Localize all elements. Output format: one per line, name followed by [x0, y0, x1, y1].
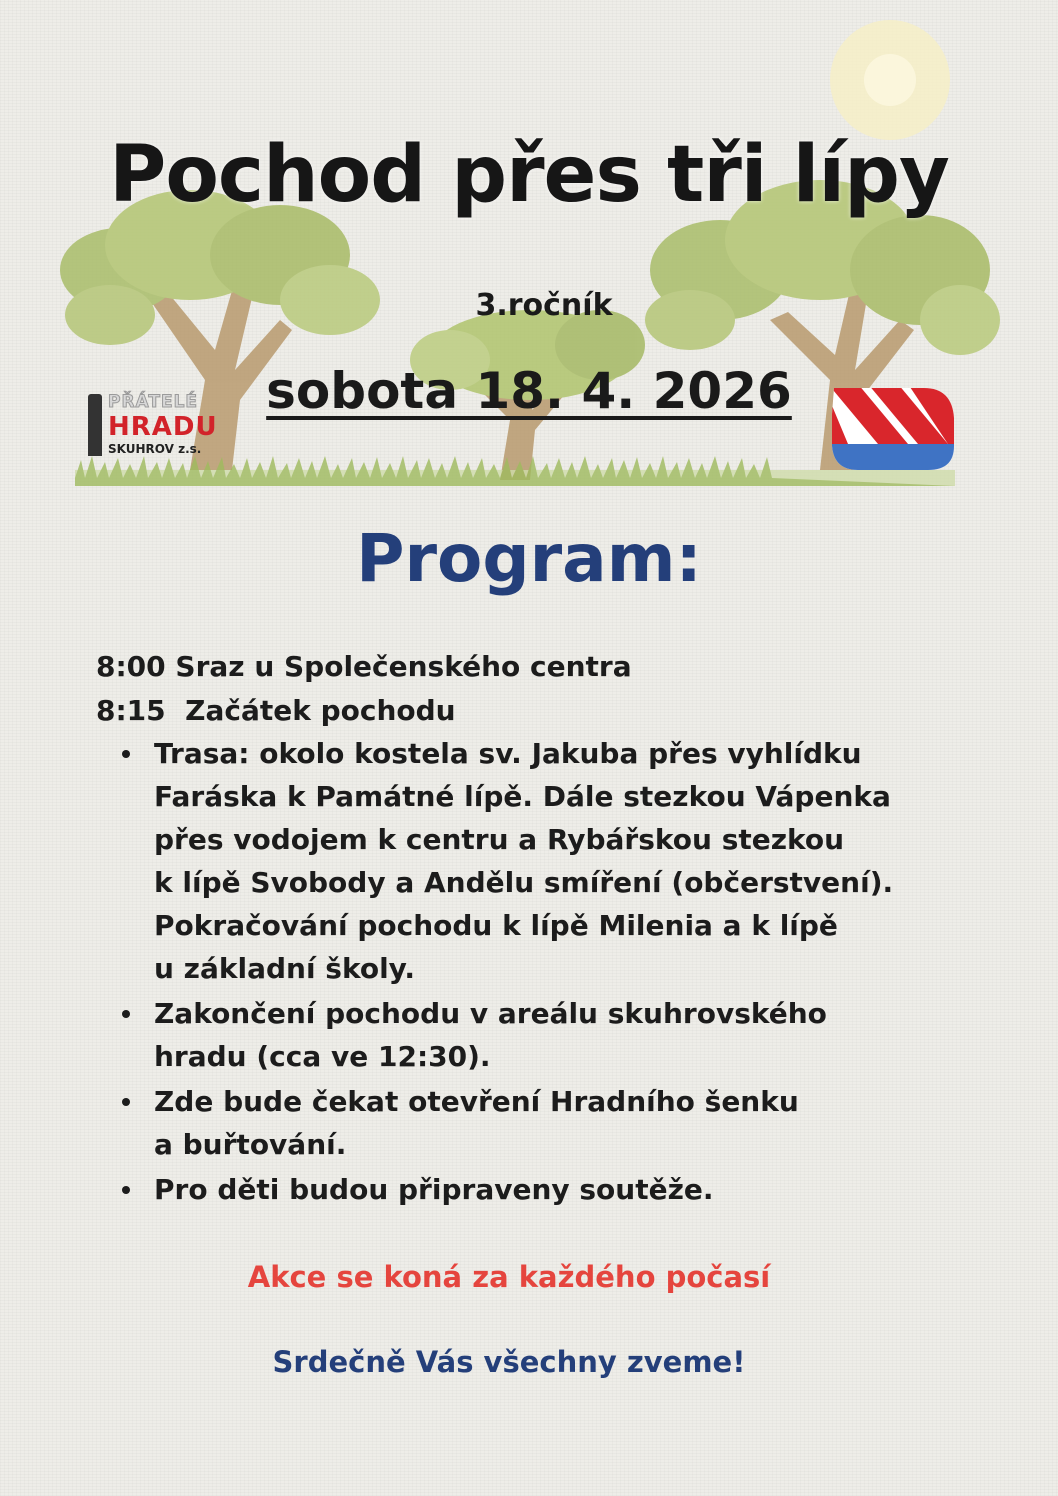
schedule-row [96, 689, 976, 733]
bullet-line: Pro děti budou připraveny soutěže. [154, 1173, 714, 1206]
program-bullets [118, 732, 978, 1213]
pratele-hradu-logo [88, 390, 238, 462]
bullet-line: hradu (cca ve 12:30). [154, 1040, 491, 1073]
bullet-line: Faráska k Památné lípě. Dále stezkou Vápenka [154, 780, 891, 813]
town-flag-emblem [828, 384, 958, 474]
edition-label: 3.ročník [475, 288, 613, 323]
bullet-line: k lípě Svobody a Andělu smíření (občerstvení). [154, 866, 894, 899]
program-heading: Program: [356, 520, 702, 597]
invite-note: Srdečně Vás všechny zveme! [272, 1345, 746, 1379]
schedule-time: 8:15 [96, 694, 166, 727]
bullet-item-route [118, 732, 978, 990]
bullet-icon [122, 1186, 130, 1194]
bullet-item-kids [118, 1168, 978, 1211]
weather-note: Akce se koná za každého počasí [247, 1260, 771, 1294]
bullet-line: Zde bude čekat otevření Hradního šenku [154, 1085, 799, 1118]
logo-line-3: SKUHROV z.s. [108, 442, 202, 456]
bullet-line: a buřtování. [154, 1128, 347, 1161]
tower-icon [88, 394, 102, 456]
bullet-icon [122, 750, 130, 758]
schedule-time: 8:00 [96, 650, 166, 683]
bullet-line: Zakončení pochodu v areálu skuhrovského [154, 997, 827, 1030]
schedule-text: Začátek pochodu [185, 694, 456, 727]
poster-title: Pochod přes tři lípy [109, 130, 949, 220]
bullet-line: Pokračování pochodu k lípě Milenia a k lípě [154, 909, 838, 942]
bullet-icon [122, 1010, 130, 1018]
bullet-line: Trasa: okolo kostela sv. Jakuba přes vyhlídku [154, 737, 862, 770]
schedule-row [96, 645, 976, 689]
logo-line-2: HRADU [108, 412, 218, 442]
bullet-item-tavern [118, 1080, 978, 1166]
schedule [96, 645, 976, 733]
bullet-line: přes vodojem k centru a Rybářskou stezkou [154, 823, 845, 856]
bullet-line: u základní školy. [154, 952, 415, 985]
schedule-text: Sraz u Společenského centra [175, 650, 632, 683]
event-date-text: sobota 18. 4. 2026 [266, 362, 792, 420]
logo-line-1: PŘÁTELÉ [108, 392, 199, 412]
bullet-item-end [118, 992, 978, 1078]
bullet-icon [122, 1098, 130, 1106]
